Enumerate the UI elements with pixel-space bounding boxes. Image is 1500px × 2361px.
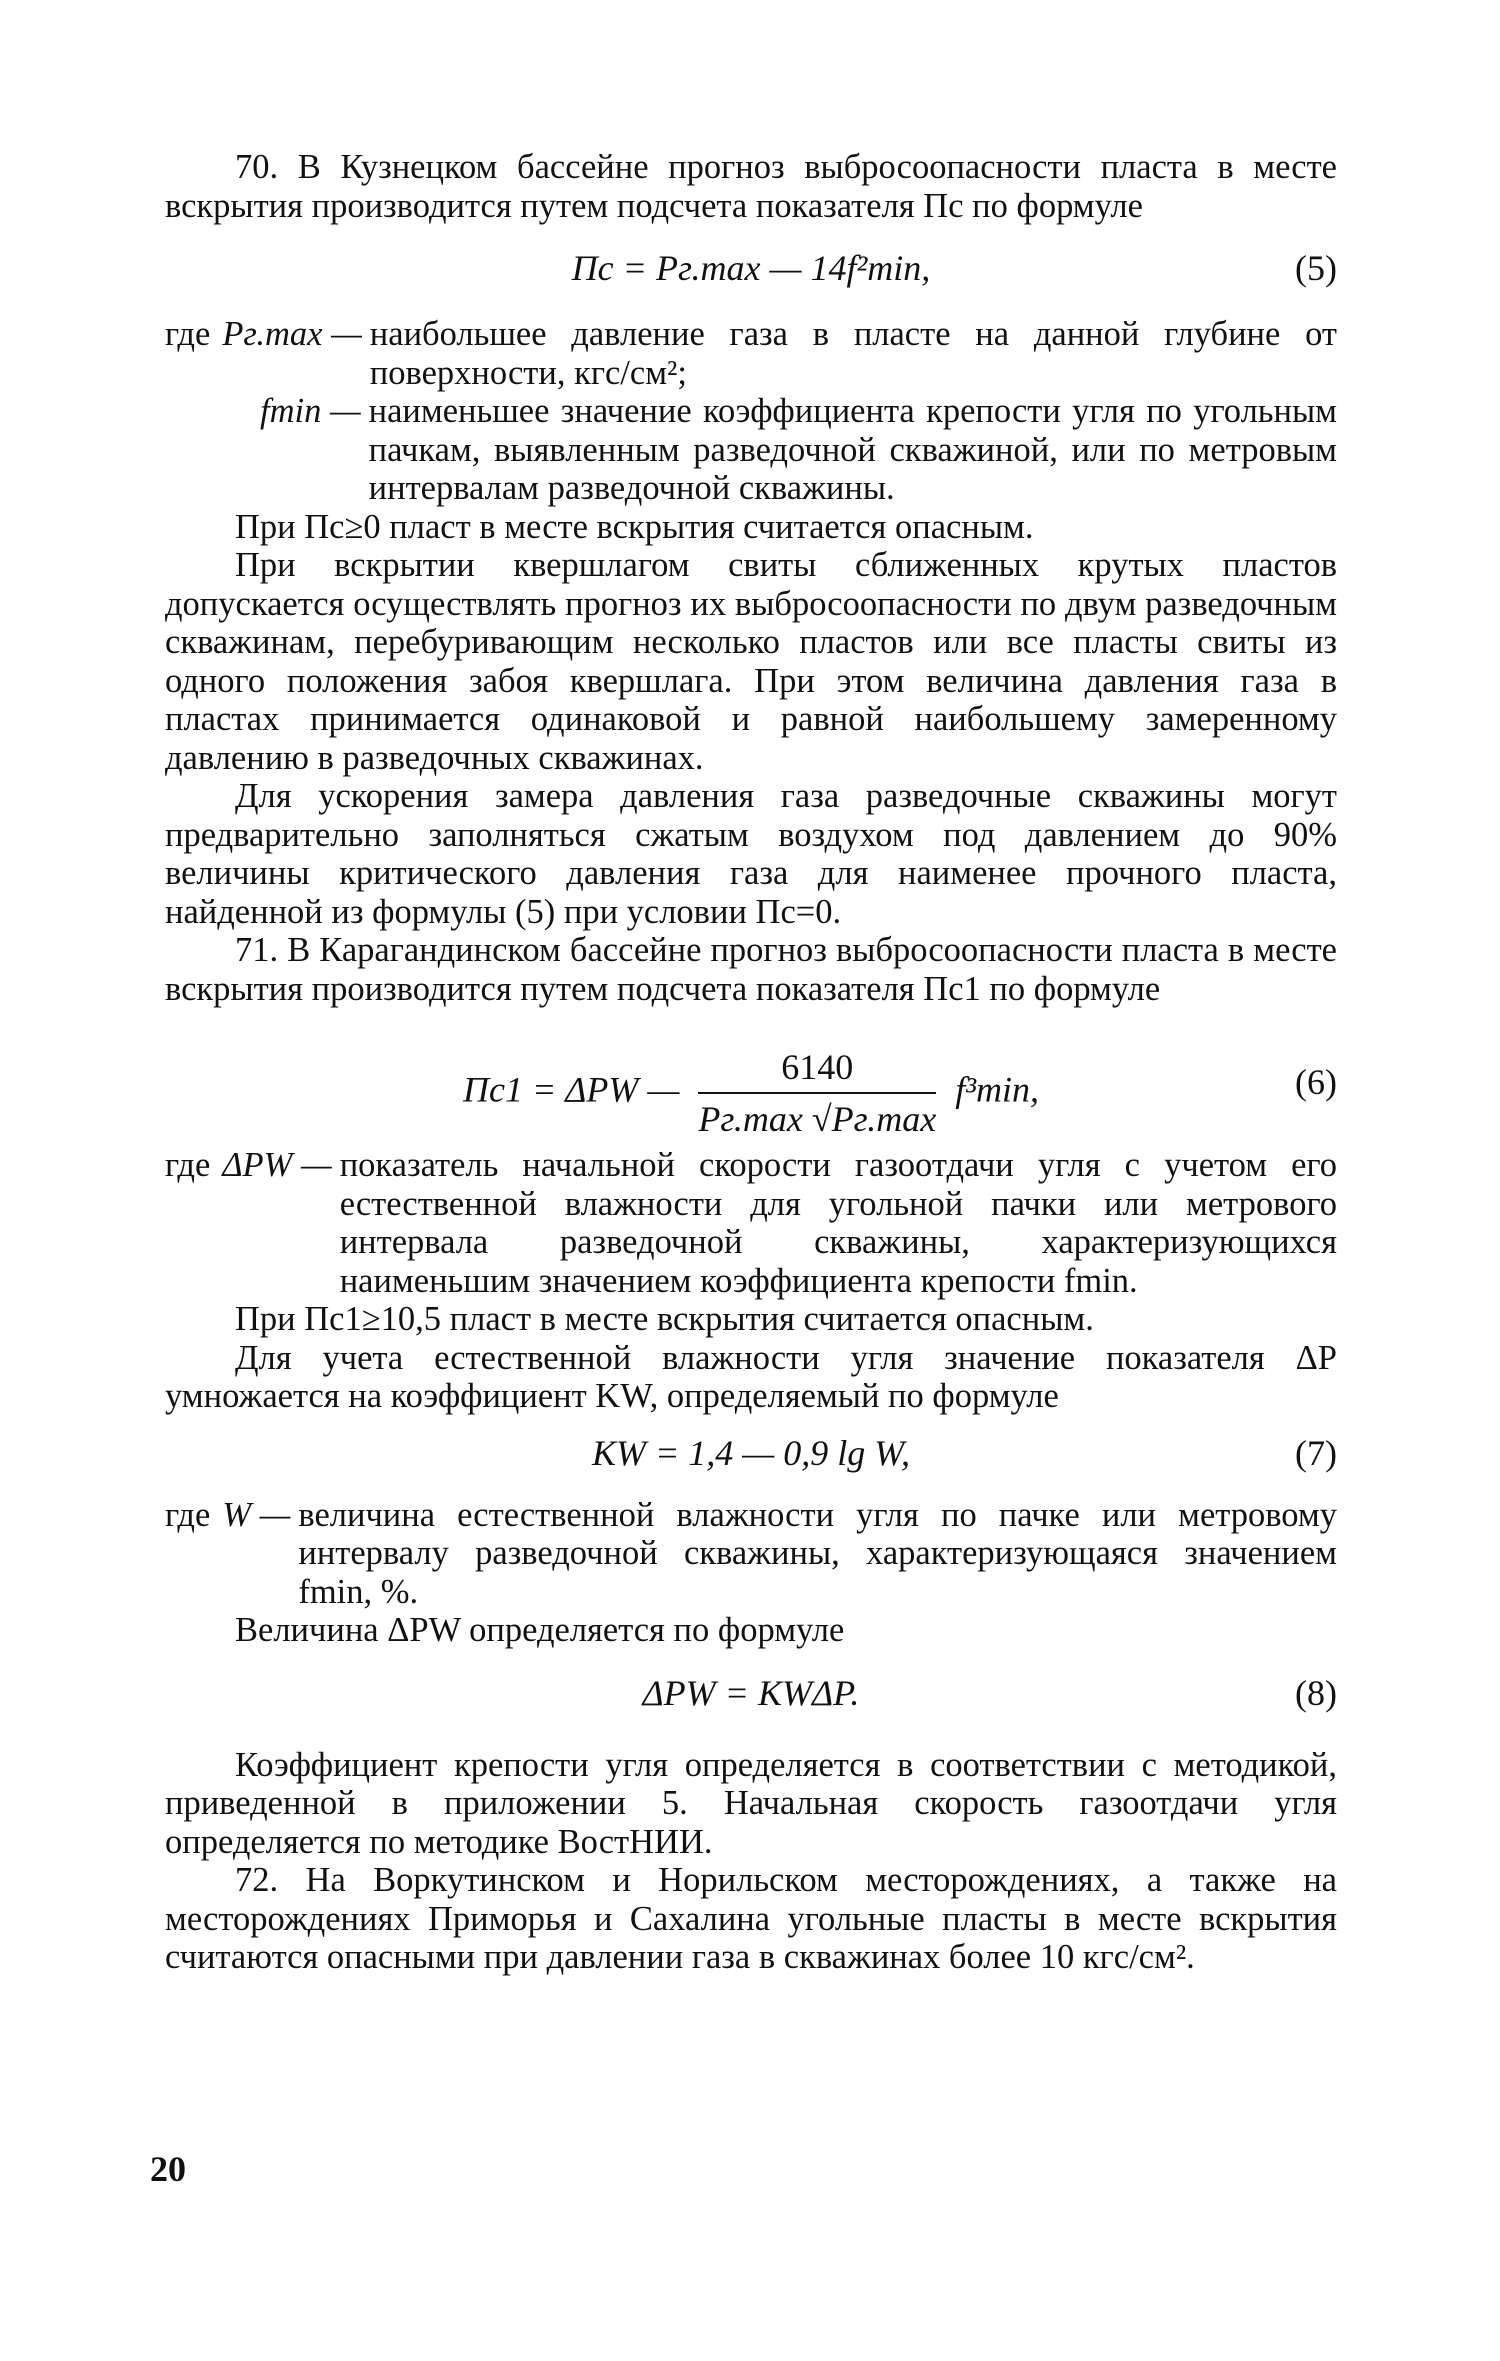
formula-6-denominator: Pг.max √Pг.max — [698, 1099, 937, 1139]
formula-8 — [165, 1672, 1337, 1732]
formula-6 — [165, 1026, 1337, 1139]
def-text: величина естественной влажности угля по пачке или метровому интервалу разведочной скважины, характеризующаяся значением fmin, %. — [298, 1495, 1337, 1611]
formula-6-right: f³min, — [955, 1069, 1040, 1110]
para-71-intro: 71. В Карагандинском бассейне прогноз выбросоопасности пласта в месте вскрытия производится путем подсчета показателя Пс1 по формуле — [165, 931, 1337, 1008]
para-72-text: 72. На Воркутинском и Норильском месторождениях, а также на месторождениях Приморья и Сахалина угольные пласты в месте вскрытия считаются опасными при давлении газа в скважинах более 10 кгс/см². — [165, 1861, 1337, 1976]
def-term: W — — [222, 1495, 291, 1534]
formula-6-number: (6) — [1295, 1062, 1337, 1102]
page-number: 20 — [150, 2149, 186, 2189]
para-70-p2: При вскрытии квершлагом свиты сближенных крутых пластов допускается осуществлять прогноз их выбросоопасности по двум разведочным скважинам, перебуривающим несколько пластов или все пласты свиты из одного положения забоя квершлага. При этом величина давления газа в пластах принимается одинаковой и равной наибольшему замеренному давлению в разведочных скважинах. — [165, 546, 1337, 777]
formula-5-expr: Пс = Pг.max — 14f²min, — [571, 248, 931, 288]
where-word: где — [165, 1495, 211, 1534]
formula-7 — [165, 1432, 1337, 1492]
para-71-p2: Для учета естественной влажности угля значение показателя ΔP умножается на коэффициент KW, определяемый по формуле — [165, 1338, 1337, 1415]
formula-5-number: (5) — [1295, 248, 1337, 288]
para-70-intro: 70. В Кузнецком бассейне прогноз выбросоопасности пласта в месте вскрытия производится путем подсчета показателя Пс по формуле — [165, 148, 1337, 225]
def-term: Pг.max — — [222, 315, 362, 353]
para-71-p1: При Пс1≥10,5 пласт в месте вскрытия считается опасным. — [235, 1300, 1094, 1338]
formula-6-fraction — [698, 1046, 936, 1140]
def-term: fmin — — [260, 392, 361, 430]
definition-delta-pw — [165, 1146, 1337, 1300]
def-text: наибольшее давление газа в пласте на данной глубине от поверхности, кгс/см²; — [369, 315, 1337, 392]
where-word: где — [165, 1146, 211, 1184]
formula-6-left: Пс1 = ΔPW — — [462, 1069, 680, 1110]
para-71-p3: Величина ΔPW определяется по формуле — [235, 1611, 845, 1649]
formula-6-numerator: 6140 — [698, 1046, 936, 1094]
formula-8-number: (8) — [1295, 1672, 1337, 1713]
para-71-p4: Коэффициент крепости угля определяется в соответствии с методикой, приведенной в приложении 5. Начальная скорость газоотдачи угля определяется по методике ВостНИИ. — [165, 1745, 1337, 1861]
formula-6-expr — [165, 1046, 1337, 1140]
para-70-p3: Для ускорения замера давления газа разведочные скважины могут предварительно заполняться сжатым воздухом под давлением до 90% величины критического давления газа для наименее прочного пласта, найденной из формулы (5) при условии Пс=0. — [165, 777, 1337, 931]
def-term: ΔPW — — [222, 1146, 332, 1184]
def-text: наименьшее значение коэффициента крепости угля по угольным пачкам, выявленным разведочной скважиной, или по метровым интервалам разведочной скважины. — [368, 392, 1337, 507]
definition-f-min — [165, 392, 1337, 508]
formula-8-expr: ΔPW = KWΔP. — [642, 1672, 860, 1713]
def-text: показатель начальной скорости газоотдачи угля с учетом его естественной влажности для угольной пачки или метрового интервала разведочной скважины, характеризующихся наименьшим значением коэффициента крепости fmin. — [339, 1146, 1337, 1300]
formula-7-expr: KW = 1,4 — 0,9 lg W, — [592, 1432, 910, 1473]
formula-7-number: (7) — [1295, 1432, 1337, 1473]
para-70 — [165, 148, 1337, 1977]
where-word: где — [165, 315, 211, 353]
formula-5 — [165, 247, 1337, 307]
definition-p-gmax — [165, 315, 1337, 392]
para-70-p1: При Пс≥0 пласт в месте вскрытия считается опасным. — [235, 507, 1034, 546]
definition-w — [165, 1496, 1337, 1612]
